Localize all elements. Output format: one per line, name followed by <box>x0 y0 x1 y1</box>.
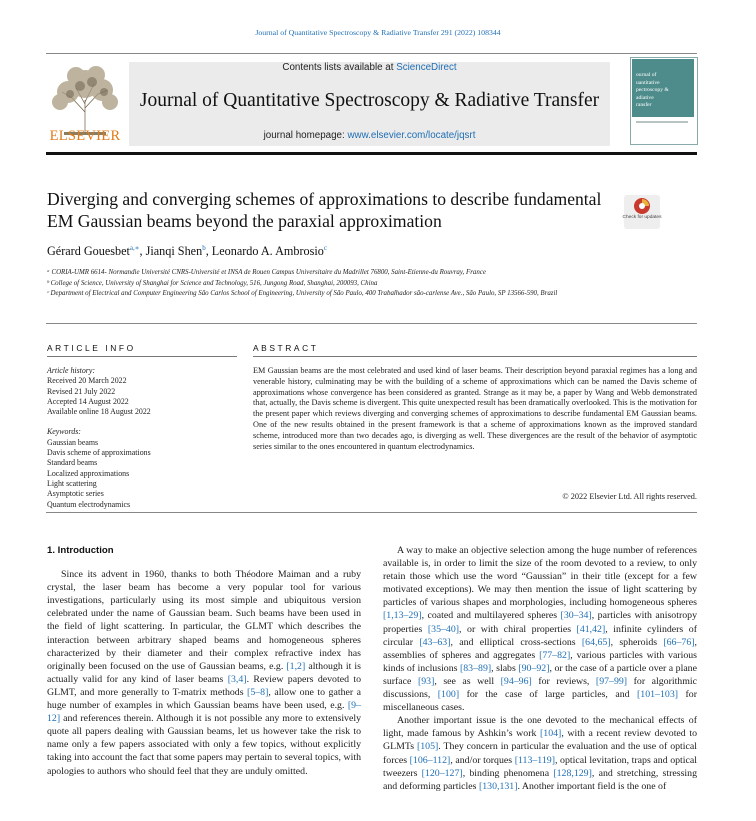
paragraph-text: , slabs <box>491 662 519 674</box>
keyword: Asymptotic series <box>47 489 104 499</box>
paragraph-text: , particles with anisotropy properties <box>383 610 697 635</box>
citation-link[interactable]: [113–119] <box>514 754 555 766</box>
citation-link[interactable]: [105] <box>416 741 439 753</box>
affiliations <box>47 268 647 300</box>
paragraph-text: for miscellaneous cases. <box>383 689 697 714</box>
cover-title-text: ournal of uantitative pectroscopy & adiative ransfer <box>636 72 669 109</box>
contents-line <box>129 62 610 73</box>
citation-link[interactable]: [35–40] <box>427 623 460 635</box>
history-label: Article history: <box>47 366 95 375</box>
paragraph-text: , or with chiral properties <box>459 623 577 635</box>
paragraph-text: . Review papers devoted to GLMT, and more generally to T-matrix methods <box>47 673 361 698</box>
citation-link[interactable]: [94–96] <box>500 675 532 687</box>
paragraph-text: for reviews, <box>531 675 596 687</box>
history-entry: Available online 18 August 2022 <box>47 407 151 417</box>
header-top-rule <box>46 53 697 54</box>
body-paragraph <box>47 568 361 778</box>
homepage-prefix: journal homepage: <box>263 130 348 141</box>
citation-link[interactable]: [1,2] <box>286 660 306 672</box>
paragraph-text: . Another important field is the one of <box>517 780 667 792</box>
journal-title: Journal of Quantitative Spectroscopy & Radiative Transfer <box>139 90 600 111</box>
citation-link[interactable]: [104] <box>540 728 562 740</box>
affiliation: ᶜ Department of Electrical and Computer Engineering São Carlos School of Engineering, University of São Paulo, 400 Trabalhador são-carlense Ave., São Paulo, SP 13566-590, Brazil <box>47 290 558 298</box>
paragraph-text: , and/or torques <box>450 754 515 766</box>
citation-link[interactable]: [120–127] <box>421 767 463 779</box>
paragraph-text: A way to make an objective selection among the huge number of references available is, in order to limit the size of the room devoted to a review, to only retain those which use the word “Gaussian” in their title (except for a few motivated exceptions). We may then mention the issue of light scattering by particles of various shapes and morphologies, including homogeneous spheres <box>383 545 697 609</box>
paragraph-text: , and elliptical cross-sections <box>450 636 582 648</box>
homepage-line <box>129 130 610 141</box>
body-paragraph <box>383 714 697 793</box>
citation-link[interactable]: [64,65] <box>581 636 611 648</box>
paragraph-text: . They concern in particular the evaluation and the use of optical forces <box>383 741 697 766</box>
paragraph-text: , various particles with various kinds of inclusions <box>383 649 697 674</box>
abstract-bottom-rule <box>46 512 697 513</box>
citation-link[interactable]: [66–76] <box>663 636 695 648</box>
author-separator: , <box>205 244 212 259</box>
crossmark-icon[interactable] <box>624 195 660 229</box>
header-bottom-rule <box>46 152 697 155</box>
citation-link[interactable]: [30–34] <box>560 610 592 622</box>
paragraph-text: for algorithmic discussions, <box>383 675 697 701</box>
abstract-text: EM Gaussian beams are the most celebrated and used kind of laser beams. Their description beyond paraxial regimes has a long and venerable history, culminating may be with the building of a scheme of approximations which can be named the Davis scheme of approximations whose convergence has been considered as granted. Strange as it may be, a paper by Wang and Webb demonstrated that, actually, the Davis scheme is divergent. This quite unexpected result has been dramatically overlooked. This is the motivation for the present paper which reviews diverging and converging schemes of approximations to describe fundamental EM Gaussian beams. One of the new results obtained in the present framework is that a scheme of approximations known as the improved standard scheme, introduced more than two decades ago, is diverging as well. These divergences are the result of the behavior of asymptotic series similar to the ones encountered in quantum electrodynamics. <box>253 366 697 451</box>
history-entry: Accepted 14 August 2022 <box>47 396 129 406</box>
author-separator: , <box>139 244 146 259</box>
paragraph-text: , allow one to gather a huge number of examples in which Gaussian beams have been used, e.g. <box>47 686 361 712</box>
paragraph-text: , assemblies of spheres and aggregates <box>383 636 697 661</box>
keyword: Standard beams <box>47 458 98 468</box>
paragraph-text: , infinite cylinders of circular <box>383 623 697 648</box>
author-name[interactable]: Jianqi Shen <box>145 244 203 259</box>
paragraph-text: , spheroids <box>610 636 664 648</box>
history-entry: Received 20 March 2022 <box>47 376 127 386</box>
citation-link[interactable]: [77–82] <box>539 649 571 661</box>
affil-rule <box>46 323 697 324</box>
author-affil-mark[interactable]: a,∗ <box>129 244 140 252</box>
author-affil-mark[interactable]: b <box>202 244 206 252</box>
keyword: Gaussian beams <box>47 437 99 447</box>
keyword: Light scattering <box>47 478 97 488</box>
citation-link[interactable]: [97–99] <box>595 675 628 687</box>
contents-prefix: Contents lists available at <box>282 62 397 73</box>
history-entry: Revised 21 July 2022 <box>47 386 116 396</box>
journal-citation[interactable]: Journal of Quantitative Spectroscopy & Radiative Transfer 291 (2022) 108344 <box>255 28 501 37</box>
paragraph-text: , and stretching, stressing and deforming particles <box>383 767 698 792</box>
citation-link[interactable]: [43–63] <box>419 636 451 648</box>
cover-detail-line <box>636 121 688 123</box>
paragraph-text: , see as well <box>434 675 501 687</box>
paragraph-text: for the case of large particles, and <box>459 689 638 701</box>
keywords-label: Keywords: <box>47 427 81 437</box>
citation-link[interactable]: [90–92] <box>518 662 550 674</box>
abstract-rule <box>253 356 697 357</box>
paragraph-text: Another important issue is the one devoted to the mechanical effects of light, made famous by Ashkin’s work <box>383 715 697 740</box>
keyword: Davis scheme of approximations <box>47 448 151 458</box>
citation-link[interactable]: [9–12] <box>47 700 361 725</box>
affiliation: ᵇ College of Science, University of Shanghai for Science and Technology, 516, Jungong Road, Shanghai, 200093, China <box>47 279 378 287</box>
citation-link[interactable]: [1,13–29] <box>383 610 422 622</box>
citation-link[interactable]: [128,129] <box>553 767 592 779</box>
paragraph-text: although it is actually valid for any kind of laser beams <box>47 660 361 685</box>
body-left-column <box>47 544 361 778</box>
article-info-block <box>47 366 237 510</box>
abstract-heading: ABSTRACT <box>253 343 319 353</box>
paragraph-text: , or the case of a particle over a plane surface <box>383 662 697 687</box>
citation-link[interactable]: [5–8] <box>247 686 269 698</box>
article-info-rule <box>47 356 237 357</box>
paragraph-text: , coated and multilayered spheres <box>421 610 561 622</box>
keyword: Quantum electrodynamics <box>47 499 131 509</box>
paragraph-text: , with a recent review devoted to GLMTs <box>383 728 697 753</box>
body-paragraph <box>383 544 697 714</box>
paragraph-text: , optical levitation, traps and optical tweezers <box>383 754 697 779</box>
author-name[interactable]: Gérard Gouesbet <box>47 244 130 259</box>
affiliation: ᵃ CORIA-UMR 6614- Normandie Université CNRS-Université et INSA de Rouen Campus Universitaire du Madrillet 76800, Saint-Etienne-du Rouvray, France <box>47 269 486 276</box>
citation-link[interactable]: [3,4] <box>227 673 247 685</box>
citation-link[interactable]: [130,131] <box>478 780 518 792</box>
paper-title: Diverging and converging schemes of approximations to describe fundamental EM Gaussian beams beyond the paraxial approximation <box>47 189 602 231</box>
sciencedirect-link[interactable]: ScienceDirect <box>396 62 457 73</box>
keyword: Localized approximations <box>47 468 130 478</box>
paragraph-text: and references therein. Although it is not possible any more to extensively quote all papers dealing with Gaussian beams, let us however take the risk to name only a few papers associated with only a few topics, without explicitly taking into account the fact that some papers may pertain to several topics, with apologies to authors who should feel that they are unduly omitted. <box>47 713 361 777</box>
author-name[interactable]: Leonardo A. Ambrosio <box>211 244 324 259</box>
citation-link[interactable]: [100] <box>437 689 460 701</box>
paragraph-text: Since its advent in 1960, thanks to both Théodore Maiman and a ruby crystal, the laser beam has become a very popular tool for various investigations, particularly using its most simple and ubiquitous version celebrated under the name of Gaussian beam. Such beams have been used in the field of light scattering. In particular, the GLMT which describes the interaction between arbitrary shaped beams and homogeneous spheres characterized by their diameter and their complex refractive index has originally been focused on the use of Gaussian beams, e.g. <box>47 569 361 672</box>
citation-link[interactable]: [83–89] <box>459 662 492 674</box>
citation-link[interactable]: [101–103] <box>637 689 679 701</box>
author-affil-mark[interactable]: c <box>323 244 327 252</box>
elsevier-wordmark[interactable]: ELSEVIER <box>49 128 121 144</box>
section-heading: 1. Introduction <box>47 545 114 556</box>
citation-link[interactable]: [106–112] <box>409 754 451 766</box>
article-info-heading: ARTICLE INFO <box>47 343 136 353</box>
citation-link[interactable]: [93] <box>417 675 435 687</box>
author-list <box>47 244 327 259</box>
citation-link[interactable]: [41,42] <box>576 623 606 635</box>
copyright: © 2022 Elsevier Ltd. All rights reserved. <box>562 492 697 501</box>
paragraph-text: , binding phenomena <box>462 767 554 779</box>
body-right-column <box>383 544 697 793</box>
journal-homepage-link[interactable]: www.elsevier.com/locate/jqsrt <box>347 130 476 141</box>
crossmark-label[interactable]: Check for updates <box>622 215 662 220</box>
